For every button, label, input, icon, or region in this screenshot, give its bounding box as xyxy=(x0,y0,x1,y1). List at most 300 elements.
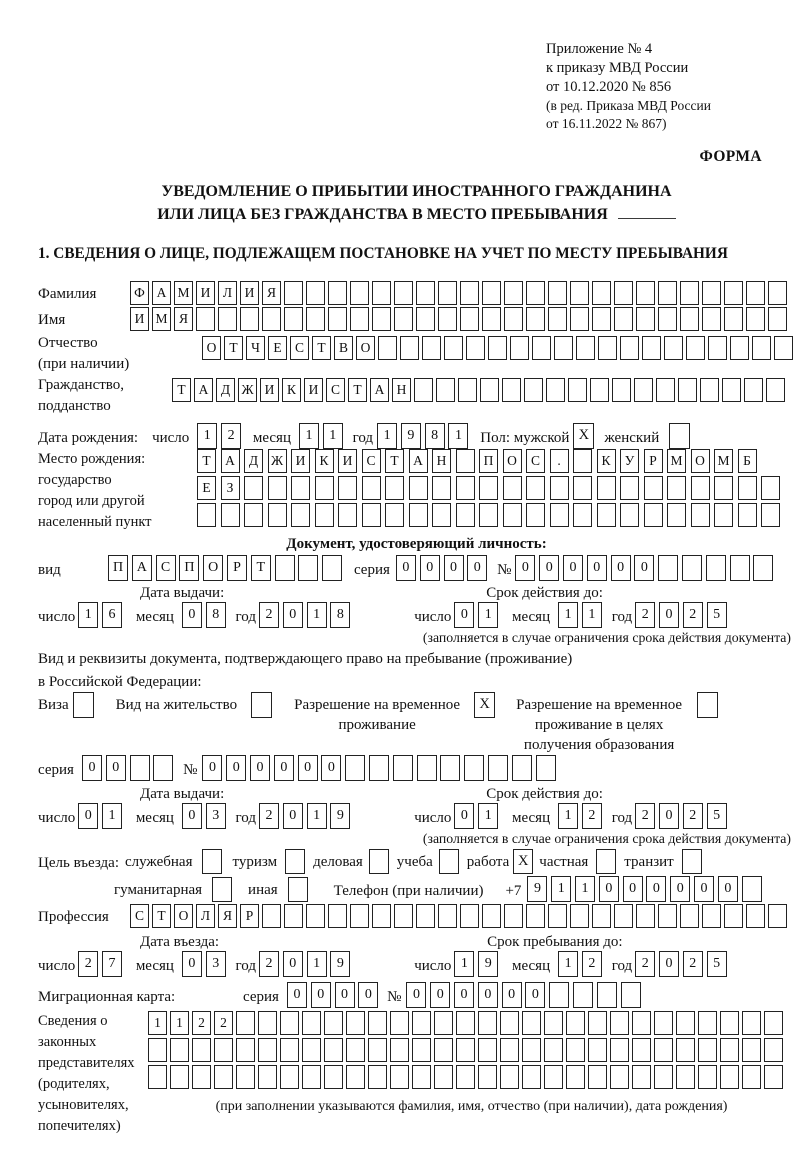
char-box[interactable] xyxy=(654,1011,673,1035)
char-box[interactable] xyxy=(566,1065,585,1089)
char-box[interactable]: 0 xyxy=(283,803,303,829)
char-box[interactable] xyxy=(620,336,639,360)
char-box[interactable] xyxy=(284,307,303,331)
char-box[interactable]: Б xyxy=(738,449,757,473)
char-box[interactable] xyxy=(438,307,457,331)
char-box[interactable] xyxy=(291,476,310,500)
char-box[interactable] xyxy=(328,904,347,928)
char-box[interactable]: Л xyxy=(218,281,237,305)
char-box[interactable]: А xyxy=(152,281,171,305)
char-box[interactable] xyxy=(570,904,589,928)
char-box[interactable]: 9 xyxy=(330,803,350,829)
char-box[interactable] xyxy=(592,904,611,928)
char-box[interactable] xyxy=(434,1038,453,1062)
char-box[interactable] xyxy=(597,982,617,1008)
char-box[interactable]: С xyxy=(362,449,381,473)
char-box[interactable] xyxy=(432,503,451,527)
char-box[interactable] xyxy=(390,1011,409,1035)
char-box[interactable]: 8 xyxy=(330,602,350,628)
char-box[interactable] xyxy=(768,281,787,305)
char-box[interactable] xyxy=(724,904,743,928)
char-box[interactable]: 2 xyxy=(635,803,655,829)
char-box[interactable] xyxy=(548,281,567,305)
char-box[interactable]: С xyxy=(526,449,545,473)
char-box[interactable]: 0 xyxy=(502,982,522,1008)
char-box[interactable]: 1 xyxy=(377,423,397,449)
char-box[interactable] xyxy=(544,1038,563,1062)
char-box[interactable] xyxy=(291,503,310,527)
char-box[interactable]: 5 xyxy=(707,803,727,829)
char-box[interactable] xyxy=(708,336,727,360)
char-box[interactable] xyxy=(170,1038,189,1062)
char-box[interactable] xyxy=(566,1038,585,1062)
char-box[interactable]: 9 xyxy=(478,951,498,977)
char-box[interactable] xyxy=(378,336,397,360)
char-box[interactable] xyxy=(482,307,501,331)
char-box[interactable]: 1 xyxy=(582,602,602,628)
char-box[interactable]: 1 xyxy=(307,602,327,628)
char-box[interactable] xyxy=(280,1011,299,1035)
char-box[interactable]: Д xyxy=(244,449,263,473)
residence-permit-checkbox[interactable] xyxy=(251,692,272,718)
char-box[interactable] xyxy=(570,281,589,305)
char-box[interactable]: 2 xyxy=(214,1011,233,1035)
char-box[interactable] xyxy=(444,336,463,360)
char-box[interactable] xyxy=(738,503,757,527)
char-box[interactable] xyxy=(500,1038,519,1062)
char-box[interactable]: И xyxy=(304,378,323,402)
char-box[interactable] xyxy=(636,281,655,305)
char-box[interactable] xyxy=(654,1038,673,1062)
char-box[interactable] xyxy=(691,476,710,500)
char-box[interactable]: 0 xyxy=(358,982,378,1008)
char-box[interactable] xyxy=(394,307,413,331)
char-box[interactable] xyxy=(328,281,347,305)
char-box[interactable] xyxy=(456,1038,475,1062)
char-box[interactable] xyxy=(479,503,498,527)
char-box[interactable] xyxy=(148,1038,167,1062)
char-box[interactable] xyxy=(436,378,455,402)
char-box[interactable] xyxy=(636,307,655,331)
char-box[interactable]: 1 xyxy=(307,951,327,977)
char-box[interactable] xyxy=(482,904,501,928)
char-box[interactable]: 0 xyxy=(106,755,126,781)
char-box[interactable] xyxy=(764,1011,783,1035)
char-box[interactable]: Л xyxy=(196,904,215,928)
char-box[interactable]: 1 xyxy=(478,803,498,829)
edu-permit-checkbox[interactable] xyxy=(697,692,718,718)
char-box[interactable] xyxy=(385,503,404,527)
char-box[interactable]: 0 xyxy=(202,755,222,781)
char-box[interactable] xyxy=(440,755,460,781)
char-box[interactable] xyxy=(570,307,589,331)
char-box[interactable] xyxy=(478,1011,497,1035)
char-box[interactable]: Т xyxy=(251,555,271,581)
char-box[interactable] xyxy=(632,1038,651,1062)
char-box[interactable]: 0 xyxy=(226,755,246,781)
humanitarian-checkbox[interactable] xyxy=(212,877,232,902)
char-box[interactable] xyxy=(170,1065,189,1089)
char-box[interactable] xyxy=(302,1038,321,1062)
char-box[interactable] xyxy=(500,1011,519,1035)
char-box[interactable] xyxy=(720,1038,739,1062)
char-box[interactable] xyxy=(346,1065,365,1089)
char-box[interactable]: Р xyxy=(644,449,663,473)
char-box[interactable] xyxy=(409,476,428,500)
char-box[interactable] xyxy=(764,1038,783,1062)
char-box[interactable]: 3 xyxy=(206,951,226,977)
char-box[interactable] xyxy=(680,904,699,928)
char-box[interactable] xyxy=(350,307,369,331)
char-box[interactable]: О xyxy=(203,555,223,581)
char-box[interactable] xyxy=(393,755,413,781)
char-box[interactable]: 6 xyxy=(102,602,122,628)
char-box[interactable] xyxy=(236,1065,255,1089)
char-box[interactable] xyxy=(236,1038,255,1062)
char-box[interactable]: . xyxy=(550,449,569,473)
char-box[interactable]: Т xyxy=(172,378,191,402)
char-box[interactable] xyxy=(503,476,522,500)
char-box[interactable] xyxy=(412,1065,431,1089)
char-box[interactable]: М xyxy=(714,449,733,473)
char-box[interactable] xyxy=(434,1065,453,1089)
char-box[interactable]: И xyxy=(338,449,357,473)
char-box[interactable] xyxy=(658,555,678,581)
char-box[interactable] xyxy=(667,476,686,500)
char-box[interactable] xyxy=(362,476,381,500)
char-box[interactable]: Т xyxy=(385,449,404,473)
char-box[interactable] xyxy=(658,904,677,928)
char-box[interactable] xyxy=(742,1065,761,1089)
char-box[interactable] xyxy=(680,281,699,305)
char-box[interactable] xyxy=(632,1011,651,1035)
char-box[interactable] xyxy=(526,281,545,305)
char-box[interactable]: 8 xyxy=(425,423,445,449)
char-box[interactable]: О xyxy=(202,336,221,360)
char-box[interactable] xyxy=(306,307,325,331)
char-box[interactable] xyxy=(682,555,702,581)
char-box[interactable] xyxy=(588,1065,607,1089)
char-box[interactable] xyxy=(456,476,475,500)
char-box[interactable]: 2 xyxy=(582,951,602,977)
char-box[interactable] xyxy=(632,1065,651,1089)
char-box[interactable]: А xyxy=(132,555,152,581)
char-box[interactable] xyxy=(554,336,573,360)
char-box[interactable] xyxy=(218,307,237,331)
char-box[interactable] xyxy=(306,904,325,928)
char-box[interactable]: 0 xyxy=(515,555,535,581)
char-box[interactable]: Я xyxy=(174,307,193,331)
char-box[interactable] xyxy=(338,503,357,527)
char-box[interactable]: Я xyxy=(262,281,281,305)
char-box[interactable] xyxy=(752,336,771,360)
char-box[interactable] xyxy=(214,1065,233,1089)
char-box[interactable]: С xyxy=(290,336,309,360)
char-box[interactable]: 1 xyxy=(558,803,578,829)
char-box[interactable] xyxy=(258,1011,277,1035)
char-box[interactable]: С xyxy=(130,904,149,928)
char-box[interactable] xyxy=(614,904,633,928)
char-box[interactable] xyxy=(148,1065,167,1089)
char-box[interactable] xyxy=(372,281,391,305)
char-box[interactable] xyxy=(610,1065,629,1089)
char-box[interactable] xyxy=(526,307,545,331)
char-box[interactable]: У xyxy=(620,449,639,473)
char-box[interactable]: 0 xyxy=(82,755,102,781)
char-box[interactable]: 1 xyxy=(558,602,578,628)
char-box[interactable] xyxy=(302,1065,321,1089)
char-box[interactable]: 0 xyxy=(335,982,355,1008)
char-box[interactable]: О xyxy=(691,449,710,473)
char-box[interactable]: 0 xyxy=(659,951,679,977)
char-box[interactable]: 0 xyxy=(623,876,643,902)
char-box[interactable]: 0 xyxy=(321,755,341,781)
char-box[interactable] xyxy=(658,307,677,331)
char-box[interactable] xyxy=(550,503,569,527)
char-box[interactable]: 7 xyxy=(102,951,122,977)
tourism-checkbox[interactable] xyxy=(285,849,305,874)
char-box[interactable] xyxy=(576,336,595,360)
char-box[interactable] xyxy=(390,1065,409,1089)
char-box[interactable] xyxy=(280,1065,299,1089)
char-box[interactable]: 1 xyxy=(454,951,474,977)
char-box[interactable] xyxy=(526,503,545,527)
char-box[interactable] xyxy=(742,876,762,902)
char-box[interactable]: 0 xyxy=(182,602,202,628)
char-box[interactable]: 1 xyxy=(307,803,327,829)
char-box[interactable] xyxy=(422,336,441,360)
char-box[interactable]: Я xyxy=(218,904,237,928)
char-box[interactable]: 0 xyxy=(406,982,426,1008)
char-box[interactable]: 0 xyxy=(467,555,487,581)
char-box[interactable]: С xyxy=(326,378,345,402)
char-box[interactable] xyxy=(369,755,389,781)
char-box[interactable] xyxy=(503,503,522,527)
char-box[interactable]: А xyxy=(221,449,240,473)
char-box[interactable]: Т xyxy=(348,378,367,402)
char-box[interactable] xyxy=(464,755,484,781)
char-box[interactable]: 0 xyxy=(454,602,474,628)
char-box[interactable] xyxy=(610,1011,629,1035)
char-box[interactable] xyxy=(753,555,773,581)
char-box[interactable] xyxy=(744,378,763,402)
char-box[interactable]: П xyxy=(108,555,128,581)
char-box[interactable] xyxy=(774,336,793,360)
char-box[interactable]: 2 xyxy=(221,423,241,449)
char-box[interactable] xyxy=(621,982,641,1008)
char-box[interactable] xyxy=(510,336,529,360)
char-box[interactable]: З xyxy=(221,476,240,500)
char-box[interactable] xyxy=(488,755,508,781)
char-box[interactable] xyxy=(456,449,475,473)
char-box[interactable]: 0 xyxy=(430,982,450,1008)
char-box[interactable]: Ж xyxy=(268,449,287,473)
char-box[interactable]: Т xyxy=(224,336,243,360)
char-box[interactable]: И xyxy=(260,378,279,402)
char-box[interactable]: Т xyxy=(312,336,331,360)
char-box[interactable]: О xyxy=(503,449,522,473)
char-box[interactable] xyxy=(416,307,435,331)
char-box[interactable] xyxy=(197,503,216,527)
char-box[interactable]: 9 xyxy=(401,423,421,449)
char-box[interactable] xyxy=(656,378,675,402)
char-box[interactable]: 8 xyxy=(206,602,226,628)
char-box[interactable] xyxy=(654,1065,673,1089)
char-box[interactable] xyxy=(768,904,787,928)
char-box[interactable] xyxy=(610,1038,629,1062)
char-box[interactable] xyxy=(438,904,457,928)
char-box[interactable]: И xyxy=(130,307,149,331)
char-box[interactable] xyxy=(742,1011,761,1035)
char-box[interactable]: 1 xyxy=(148,1011,167,1035)
business-checkbox[interactable] xyxy=(369,849,389,874)
char-box[interactable]: 2 xyxy=(635,602,655,628)
char-box[interactable] xyxy=(240,307,259,331)
char-box[interactable] xyxy=(368,1038,387,1062)
sex-male-checkbox[interactable]: X xyxy=(573,423,594,449)
char-box[interactable] xyxy=(730,555,750,581)
char-box[interactable] xyxy=(664,336,683,360)
char-box[interactable]: 2 xyxy=(683,951,703,977)
char-box[interactable] xyxy=(676,1038,695,1062)
char-box[interactable] xyxy=(284,281,303,305)
char-box[interactable] xyxy=(644,503,663,527)
char-box[interactable] xyxy=(244,503,263,527)
char-box[interactable] xyxy=(196,307,215,331)
char-box[interactable] xyxy=(385,476,404,500)
char-box[interactable] xyxy=(597,476,616,500)
char-box[interactable] xyxy=(620,476,639,500)
char-box[interactable] xyxy=(691,503,710,527)
char-box[interactable] xyxy=(368,1065,387,1089)
char-box[interactable] xyxy=(390,1038,409,1062)
char-box[interactable] xyxy=(414,378,433,402)
char-box[interactable]: 0 xyxy=(694,876,714,902)
char-box[interactable]: 1 xyxy=(558,951,578,977)
char-box[interactable] xyxy=(244,476,263,500)
char-box[interactable]: 1 xyxy=(102,803,122,829)
char-box[interactable] xyxy=(298,555,318,581)
char-box[interactable]: 1 xyxy=(575,876,595,902)
char-box[interactable]: Р xyxy=(227,555,247,581)
char-box[interactable] xyxy=(573,476,592,500)
char-box[interactable]: 2 xyxy=(635,951,655,977)
char-box[interactable] xyxy=(372,904,391,928)
char-box[interactable] xyxy=(550,476,569,500)
private-checkbox[interactable] xyxy=(596,849,616,874)
char-box[interactable] xyxy=(742,1038,761,1062)
char-box[interactable]: 0 xyxy=(659,803,679,829)
char-box[interactable]: 0 xyxy=(587,555,607,581)
char-box[interactable] xyxy=(702,281,721,305)
char-box[interactable]: К xyxy=(597,449,616,473)
char-box[interactable] xyxy=(417,755,437,781)
char-box[interactable]: Н xyxy=(432,449,451,473)
char-box[interactable]: С xyxy=(156,555,176,581)
char-box[interactable] xyxy=(322,555,342,581)
char-box[interactable] xyxy=(262,307,281,331)
char-box[interactable] xyxy=(722,378,741,402)
char-box[interactable]: 1 xyxy=(478,602,498,628)
char-box[interactable]: И xyxy=(196,281,215,305)
char-box[interactable] xyxy=(192,1038,211,1062)
char-box[interactable]: Ч xyxy=(246,336,265,360)
char-box[interactable] xyxy=(460,281,479,305)
char-box[interactable]: 0 xyxy=(287,982,307,1008)
char-box[interactable] xyxy=(536,755,556,781)
char-box[interactable]: 1 xyxy=(551,876,571,902)
char-box[interactable] xyxy=(698,1038,717,1062)
char-box[interactable] xyxy=(258,1038,277,1062)
char-box[interactable] xyxy=(676,1011,695,1035)
char-box[interactable] xyxy=(597,503,616,527)
char-box[interactable]: 5 xyxy=(707,602,727,628)
char-box[interactable]: П xyxy=(479,449,498,473)
char-box[interactable] xyxy=(738,476,757,500)
char-box[interactable]: 0 xyxy=(670,876,690,902)
char-box[interactable] xyxy=(153,755,173,781)
char-box[interactable]: 0 xyxy=(182,951,202,977)
char-box[interactable]: 0 xyxy=(599,876,619,902)
char-box[interactable] xyxy=(714,503,733,527)
char-box[interactable] xyxy=(724,307,743,331)
char-box[interactable] xyxy=(588,1011,607,1035)
char-box[interactable]: 0 xyxy=(478,982,498,1008)
char-box[interactable]: 0 xyxy=(444,555,464,581)
char-box[interactable]: И xyxy=(240,281,259,305)
char-box[interactable] xyxy=(522,1038,541,1062)
char-box[interactable]: 1 xyxy=(170,1011,189,1035)
char-box[interactable]: В xyxy=(334,336,353,360)
char-box[interactable]: 0 xyxy=(396,555,416,581)
char-box[interactable] xyxy=(504,904,523,928)
char-box[interactable] xyxy=(416,904,435,928)
char-box[interactable] xyxy=(746,904,765,928)
char-box[interactable] xyxy=(306,281,325,305)
temp-permit-checkbox[interactable]: X xyxy=(474,692,495,718)
char-box[interactable] xyxy=(720,1011,739,1035)
char-box[interactable]: Д xyxy=(216,378,235,402)
char-box[interactable] xyxy=(598,336,617,360)
char-box[interactable]: 9 xyxy=(330,951,350,977)
char-box[interactable]: 0 xyxy=(283,602,303,628)
char-box[interactable]: 5 xyxy=(707,951,727,977)
char-box[interactable] xyxy=(592,281,611,305)
char-box[interactable] xyxy=(482,281,501,305)
char-box[interactable]: 0 xyxy=(646,876,666,902)
char-box[interactable] xyxy=(480,378,499,402)
other-checkbox[interactable] xyxy=(288,877,308,902)
char-box[interactable] xyxy=(479,476,498,500)
char-box[interactable] xyxy=(512,755,532,781)
char-box[interactable] xyxy=(346,1038,365,1062)
char-box[interactable]: О xyxy=(174,904,193,928)
char-box[interactable] xyxy=(680,307,699,331)
char-box[interactable] xyxy=(568,378,587,402)
char-box[interactable]: 1 xyxy=(78,602,98,628)
char-box[interactable] xyxy=(526,904,545,928)
char-box[interactable]: Р xyxy=(240,904,259,928)
char-box[interactable] xyxy=(315,503,334,527)
char-box[interactable] xyxy=(324,1038,343,1062)
char-box[interactable] xyxy=(746,281,765,305)
char-box[interactable] xyxy=(478,1065,497,1089)
char-box[interactable]: 0 xyxy=(659,602,679,628)
char-box[interactable]: 2 xyxy=(78,951,98,977)
char-box[interactable] xyxy=(714,476,733,500)
char-box[interactable] xyxy=(644,476,663,500)
work-checkbox[interactable]: X xyxy=(513,849,533,874)
